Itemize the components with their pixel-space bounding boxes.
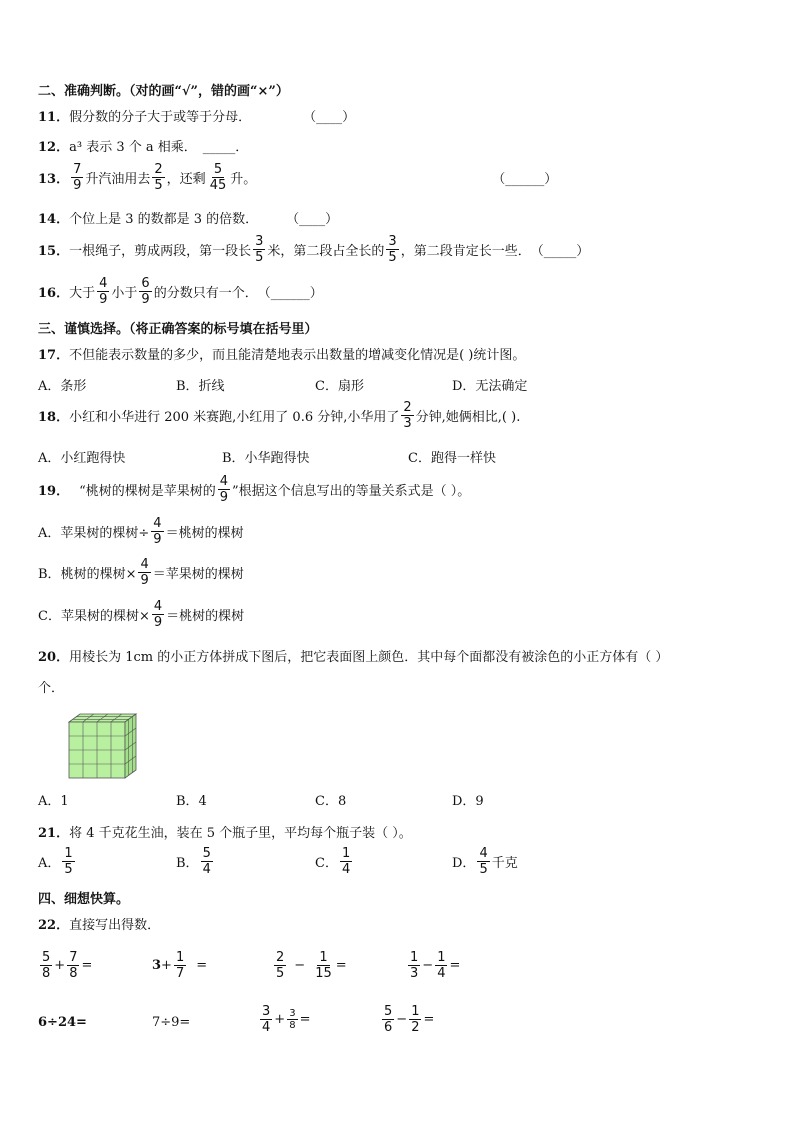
- option-c[interactable]: C．扇形: [315, 379, 364, 394]
- fraction: $\frac{3}{5}$: [255, 234, 264, 265]
- calc-expression-3: $\frac{2}{5}$ − $\frac{1}{15}$ =: [276, 950, 347, 981]
- option-c[interactable]: C． 苹果树的棵树× $\frac{4}{9}$ ＝桃树的棵树: [38, 599, 245, 630]
- answer-blank[interactable]: _____．: [202, 140, 249, 155]
- option-c[interactable]: C．8: [315, 794, 347, 809]
- question-19: 19． “桃树的棵树是苹果树的 $\frac{4}{9}$ ”根据这个信息写出的等量关系式是（ ）。: [38, 474, 471, 505]
- option-c[interactable]: C．跑得一样快: [408, 451, 496, 466]
- question-number: 13．: [38, 172, 70, 187]
- option-a[interactable]: A．1: [38, 794, 69, 809]
- fraction: $\frac{1}{4}$: [341, 846, 351, 877]
- fraction: $\frac{5}{4}$: [202, 846, 211, 877]
- option-b[interactable]: B．折线: [176, 379, 225, 394]
- option-a[interactable]: A． $\frac{1}{5}$: [38, 846, 73, 877]
- question-text: 用棱长为 1cm 的小正方体拼成下图后，把它表面图上颜色．其中每个面都没有被涂色的小正方体有（ ）: [69, 650, 669, 665]
- calc-expression-2: 3 + $\frac{1}{7}$ =: [152, 950, 208, 981]
- fraction: $\frac{2}{3}$: [403, 400, 412, 431]
- calc-expression-4: $\frac{1}{3}$ − $\frac{1}{4}$ =: [410, 950, 461, 981]
- section-2-heading: 二、准确判断。（对的画“√”，错的画“×”）: [38, 84, 289, 99]
- fraction: $\frac{3}{5}$: [388, 234, 397, 265]
- answer-blank[interactable]: （______）: [257, 286, 323, 301]
- question-11: [38, 106, 355, 125]
- option-b[interactable]: B．4: [176, 794, 207, 809]
- question-20-continued: 个．: [38, 681, 65, 696]
- question-text: 个位上是 3 的数都是 3 的倍数．: [69, 212, 259, 227]
- fraction: $\frac{4}{9}$: [219, 474, 229, 505]
- question-text: 不但能表示数量的多少，而且能清楚地表示出数量的增减变化情况是( )统计图。: [69, 348, 526, 363]
- answer-blank[interactable]: （____）: [303, 110, 356, 125]
- question-number: 16．: [38, 286, 70, 301]
- option-b[interactable]: B． 桃树的棵树× $\frac{4}{9}$ ＝苹果树的棵树: [38, 557, 244, 588]
- question-number: 15．: [38, 244, 70, 259]
- option-b[interactable]: B．小华跑得快: [222, 451, 310, 466]
- fraction: $\frac{2}{5}$: [154, 162, 163, 193]
- option-b[interactable]: B． $\frac{5}{4}$: [176, 846, 211, 877]
- section-3-heading: 三、谨慎选择。（将正确答案的标号填在括号里）: [38, 322, 318, 337]
- question-15: 15． 一根绳子，剪成两段，第一段长 $\frac{3}{5}$ 米，第二段占全长的 $\frac{3}{5}$ ，第二段肯定长一些． （_____）: [38, 234, 590, 265]
- fraction: $\frac{4}{5}$: [479, 846, 488, 877]
- question-13: 13． $\frac{7}{9}$ 升汽油用去 $\frac{2}{5}$ ，还剩 $\frac{5}{45}$ 升。 （______）: [38, 162, 558, 193]
- calc-expression-6: 7÷9=: [152, 1015, 191, 1030]
- question-number: 20．: [38, 650, 70, 665]
- question-number: 18．: [38, 410, 70, 425]
- option-c[interactable]: C． $\frac{1}{4}$: [315, 846, 351, 877]
- calc-expression-5: 6÷24=: [38, 1015, 87, 1030]
- option-d[interactable]: D． $\frac{4}{5}$ 千克: [452, 846, 518, 877]
- question-22: [38, 914, 160, 933]
- calc-expression-1: $\frac{5}{8}$ + $\frac{7}{8}$ =: [42, 950, 93, 981]
- question-text: 直接写出得数．: [69, 918, 161, 933]
- fraction: $\frac{7}{9}$: [73, 162, 82, 193]
- question-number: 22．: [38, 918, 70, 933]
- question-14: [38, 208, 338, 227]
- question-number: 19．: [38, 484, 70, 499]
- option-a[interactable]: A． 苹果树的棵树÷ $\frac{4}{9}$ ＝桃树的棵树: [38, 516, 244, 547]
- question-text: 将 4 千克花生油，装在 5 个瓶子里，平均每个瓶子装（ ）。: [69, 826, 412, 841]
- fraction: $\frac{4}{9}$: [153, 516, 162, 547]
- fraction: $\frac{6}{9}$: [141, 276, 150, 307]
- question-18: 18． 小红和小华进行 200 米赛跑,小红用了 0.6 分钟,小华用了 $\frac{2}{3}$ 分钟,她俩相比,( ).: [38, 400, 521, 431]
- option-d[interactable]: D．无法确定: [452, 379, 528, 394]
- question-number: 12．: [38, 140, 70, 155]
- question-17: [38, 344, 525, 363]
- question-number: 11．: [38, 110, 70, 125]
- question-text: 假分数的分子大于或等于分母．: [69, 110, 252, 125]
- question-21: [38, 822, 412, 841]
- section-4-heading: 四、细想快算。: [38, 892, 130, 907]
- question-number: 14．: [38, 212, 70, 227]
- question-16: 16． 大于 $\frac{4}{9}$ 小于 $\frac{6}{9}$ 的分数只有一个． （______）: [38, 276, 323, 307]
- answer-blank[interactable]: （______）: [492, 172, 558, 187]
- fraction: $\frac{4}{9}$: [99, 276, 108, 307]
- fraction: $\frac{5}{45}$: [209, 162, 227, 193]
- answer-blank[interactable]: （_____）: [530, 244, 590, 259]
- fraction: $\frac{4}{9}$: [153, 599, 163, 630]
- question-20: [38, 646, 668, 665]
- question-12: [38, 136, 248, 155]
- calc-expression-8: $\frac{5}{6}$ − $\frac{1}{2}$ =: [384, 1004, 435, 1035]
- question-text: a³ 表示 3 个 a 相乘．: [69, 140, 197, 155]
- option-d[interactable]: D．9: [452, 794, 484, 809]
- answer-blank[interactable]: （____）: [286, 212, 339, 227]
- option-a[interactable]: A．条形: [38, 379, 87, 394]
- cube-figure: [62, 712, 140, 782]
- option-a[interactable]: A．小红跑得快: [38, 451, 126, 466]
- fraction: $\frac{1}{5}$: [64, 846, 73, 877]
- fraction: $\frac{4}{9}$: [140, 557, 149, 588]
- question-number: 17．: [38, 348, 70, 363]
- question-number: 21．: [38, 826, 70, 841]
- calc-expression-7: $\frac{3}{4}$ + $\frac{3}{8}$ =: [262, 1004, 311, 1035]
